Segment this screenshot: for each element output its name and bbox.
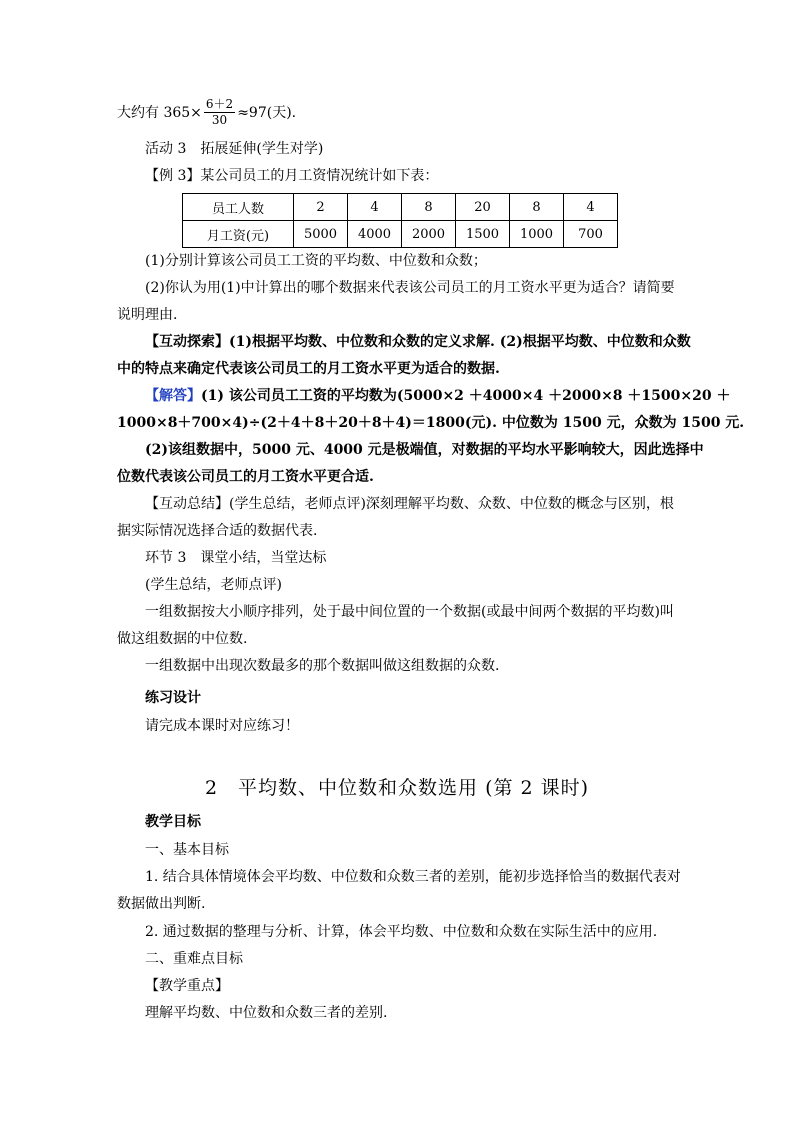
answer-line3: (2)该组数据中，5000 元、4000 元是极端值，对数据的平均水平影响较大，因此选择中 [145,442,704,458]
goal2: 2. 通过数据的整理与分析、计算，体会平均数、中位数和众数在实际生活中的应用. [145,924,658,940]
fraction-denominator: 30 [211,112,228,127]
fraction-numerator: 6＋2 [205,96,234,111]
table-cell: 700 [564,221,618,248]
table-cell: 2000 [402,221,456,248]
table-cell: 4000 [348,221,402,248]
question-2-line1: (2)你认为用(1)中计算出的哪个数据来代表该公司员工的月工资水平更为适合？请简要 [145,280,675,296]
answer-line4: 位数代表该公司员工的月工资水平更合适. [117,469,374,485]
example3-text: 【例 3】某公司员工的月工资情况统计如下表： [145,168,439,184]
median-definition-line1: 一组数据按大小顺序排列，处于最中间位置的一个数据(或最中间两个数据的平均数)叫 [145,604,674,620]
key-point-text: 理解平均数、中位数和众数三者的差别. [145,1005,388,1021]
practice-text: 请完成本课时对应练习！ [145,718,299,734]
table-row [183,194,618,221]
mode-definition: 一组数据中出现次数最多的那个数据叫做这组数据的众数. [145,658,500,674]
table-cell: 员工人数 [183,194,294,221]
basic-goals-title: 一、基本目标 [145,842,229,858]
median-definition-line2: 做这组数据的中位数. [117,631,248,647]
answer-line1 [145,386,730,406]
question-1: (1)分别计算该公司员工工资的平均数、中位数和众数； [145,253,487,269]
key-point-label: 【教学重点】 [145,978,229,994]
table-row [183,221,618,248]
fraction [204,97,235,128]
answer-text: (1) 该公司员工工资的平均数为(5000×2 ＋4000×4 ＋2000×8 ＋1500×20 ＋ [201,388,731,404]
goals-title: 教学目标 [145,814,201,830]
table-cell: 5000 [294,221,348,248]
teacher-comment: (学生总结，老师点评) [145,577,282,593]
explore-line2: 中的特点来确定代表该公司员工的月工资水平更为适合的数据. [117,361,500,377]
summary-line2: 据实际情况选择合适的数据代表. [117,523,318,539]
intro-estimate-line [117,92,296,132]
table-cell: 20 [456,194,510,221]
table-cell: 月工资(元) [183,221,294,248]
wage-table [182,193,618,248]
answer-label: 【解答】 [145,388,201,404]
summary-line1: 【互动总结】(学生总结，老师点评)深刻理解平均数、众数、中位数的概念与区别，根 [145,496,674,512]
key-goals-title: 二、重难点目标 [145,951,243,967]
explore-line1 [145,332,691,352]
goal1-line1: 1. 结合具体情境体会平均数、中位数和众数三者的差别，能初步选择恰当的数据代表对 [145,869,681,885]
table-cell: 1000 [510,221,564,248]
question-2-line2: 说明理由. [117,307,178,323]
table-cell: 1500 [456,221,510,248]
goal1-line2: 数据做出判断. [117,896,206,912]
lesson-heading: 2 平均数、中位数和众数选用 (第 2 课时) [204,777,590,799]
practice-title: 练习设计 [145,690,201,706]
table-cell: 2 [294,194,348,221]
explore-label: 【互动探索】 [145,334,229,350]
section3-title: 环节 3 课堂小结，当堂达标 [145,550,327,566]
explore-text: (1)根据平均数、中位数和众数的定义求解. (2)根据平均数、中位数和众数 [229,334,691,350]
table-cell: 4 [348,194,402,221]
intro-prefix: 大约有 365× [117,105,202,121]
table-cell: 8 [510,194,564,221]
table-cell: 8 [402,194,456,221]
answer-line2: 1000×8＋700×4)÷(2＋4＋8＋20＋8＋4)＝1800(元). 中位数为 1500 元，众数为 1500 元. [117,415,745,431]
activity3-title: 活动 3 拓展延伸(学生对学) [145,141,324,157]
table-cell: 4 [564,194,618,221]
intro-suffix: ≈97(天). [237,105,297,121]
